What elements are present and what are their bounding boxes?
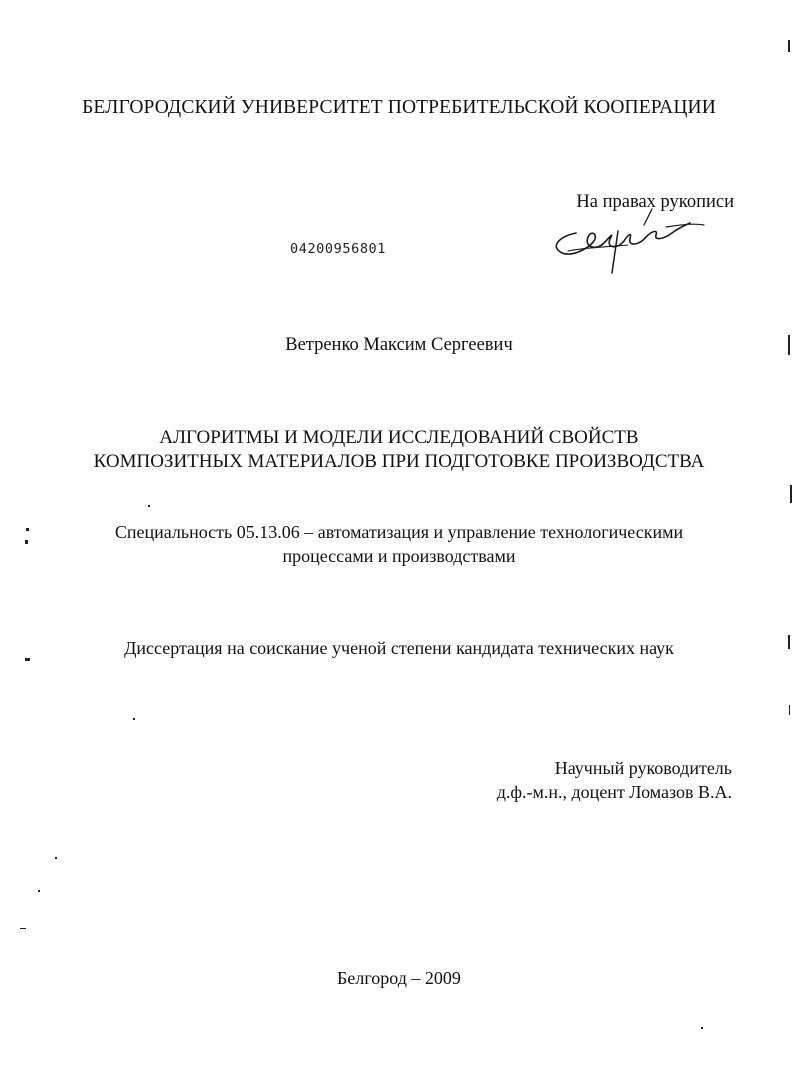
scan-speck	[38, 890, 40, 892]
registration-code: 04200956801	[290, 241, 387, 257]
thesis-title-line-1: АЛГОРИТМЫ И МОДЕЛИ ИССЛЕДОВАНИЙ СВОЙСТВ	[159, 427, 639, 448]
scan-speck	[55, 857, 57, 859]
scan-speck	[25, 658, 30, 661]
scan-speck	[701, 1027, 703, 1029]
specialty-line-1: Специальность 05.13.06 – автоматизация и управление технологическими	[114, 522, 684, 542]
scan-speck	[26, 528, 29, 531]
author-name: Ветренко Максим Сергеевич	[285, 335, 513, 355]
scan-speck	[148, 505, 150, 507]
scan-speck	[25, 540, 28, 544]
city-year: Белгород – 2009	[337, 968, 461, 988]
thesis-title-line-2: КОМПОЗИТНЫХ МАТЕРИАЛОВ ПРИ ПОДГОТОВКЕ ПРОИЗВОДСТВА	[93, 451, 705, 472]
scan-speck	[788, 635, 790, 649]
scan-speck	[788, 40, 790, 52]
scan-speck	[20, 928, 26, 929]
specialty-line-2: процессами и производствами	[282, 546, 516, 566]
scan-speck	[133, 718, 135, 720]
scan-speck	[788, 335, 790, 355]
degree-statement: Диссертация на соискание ученой степени кандидата технических наук	[124, 638, 674, 658]
supervisor-role: Научный руководитель	[554, 758, 732, 778]
rights-note: На правах рукописи	[576, 192, 734, 212]
supervisor-name: д.ф.-м.н., доцент Ломазов В.А.	[496, 782, 732, 802]
scan-speck	[790, 485, 792, 503]
university-name: БЕЛГОРОДСКИЙ УНИВЕРСИТЕТ ПОТРЕБИТЕЛЬСКОЙ КООПЕРАЦИИ	[82, 97, 716, 118]
author-signature	[548, 203, 708, 275]
scan-speck	[789, 705, 790, 715]
